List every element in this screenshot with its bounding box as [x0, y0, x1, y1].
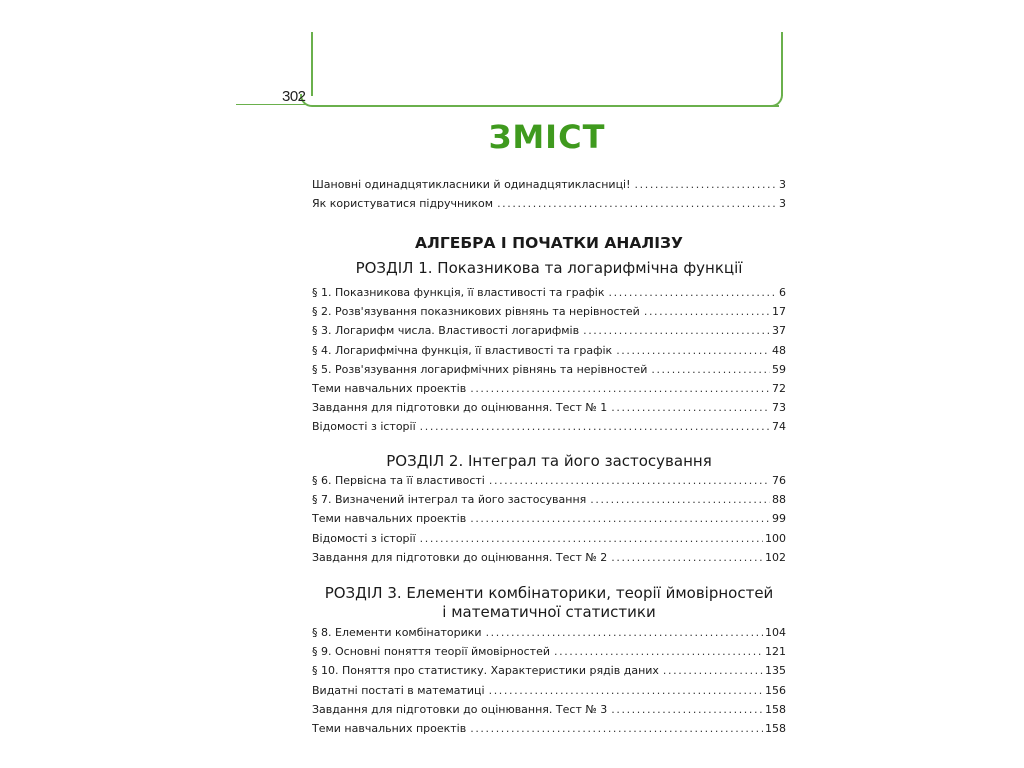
- toc-leader-dots: [486, 623, 763, 642]
- toc-section-1-list: [312, 283, 786, 437]
- toc-entry[interactable]: [312, 642, 786, 661]
- section-heading: РОЗДІЛ 3. Елементи комбінаторики, теорії ймовірностей: [324, 584, 774, 602]
- toc-entry[interactable]: [312, 661, 786, 680]
- toc-intro-list: [312, 175, 786, 213]
- header-frame-left-line: [311, 32, 313, 96]
- toc-entry-title: Завдання для підготовки до оцінювання. Тест № 2: [312, 550, 608, 564]
- toc-leader-dots: [470, 509, 770, 528]
- toc-entry-title: Видатні постаті в математиці: [312, 683, 485, 697]
- toc-entry-title: § 3. Логарифм числа. Властивості логарифмів: [312, 324, 580, 338]
- section-heading: РОЗДІЛ 1. Показникова та логарифмічна функції: [355, 259, 743, 277]
- toc-entry[interactable]: [312, 398, 786, 417]
- toc-entry-title: Відомості з історії: [312, 420, 416, 434]
- toc-entry[interactable]: [312, 548, 786, 567]
- toc-entry-title: § 9. Основні поняття теорії ймовірностей: [312, 645, 550, 659]
- toc-entry-page: 37: [772, 324, 786, 338]
- toc-entry-page: 6: [779, 286, 786, 299]
- toc-entry-page: 104: [765, 626, 786, 639]
- toc-entry[interactable]: [312, 302, 786, 321]
- toc-entry[interactable]: [312, 341, 786, 360]
- toc-leader-dots: [616, 341, 770, 360]
- toc-entry-title: Теми навчальних проектів: [312, 381, 467, 395]
- toc-leader-dots: [663, 661, 763, 680]
- toc-entry-title: Теми навчальних проектів: [312, 721, 467, 735]
- toc-entry-page: 156: [765, 683, 786, 697]
- toc-entry-page: 99: [772, 512, 786, 526]
- toc-leader-dots: [635, 175, 777, 194]
- header-frame-corner: [770, 94, 783, 107]
- toc-entry-page: 17: [772, 305, 786, 319]
- toc-entry[interactable]: [312, 194, 786, 213]
- toc-entry-page: 121: [765, 645, 786, 659]
- toc-entry[interactable]: [312, 490, 786, 509]
- toc-entry-title: Відомості з історії: [312, 531, 416, 545]
- toc-entry-title: § 6. Первісна та її властивості: [312, 474, 485, 487]
- toc-leader-dots: [644, 302, 770, 321]
- toc-entry-page: 74: [772, 420, 786, 434]
- toc-entry[interactable]: [312, 360, 786, 379]
- toc-entry-page: 76: [772, 474, 786, 487]
- section-heading-continued: і математичної статистики: [442, 603, 656, 621]
- toc-entry[interactable]: [312, 529, 786, 548]
- toc-entry-title: Завдання для підготовки до оцінювання. Тест № 3: [312, 702, 608, 716]
- toc-entry-title: § 2. Розв'язування показникових рівнянь та нерівностей: [312, 305, 640, 319]
- toc-leader-dots: [470, 379, 770, 398]
- toc-entry-page: 3: [779, 197, 786, 211]
- toc-entry-title: Шановні одинадцятикласники й одинадцятикласниці!: [312, 178, 631, 191]
- toc-leader-dots: [651, 360, 770, 379]
- toc-entry-title: § 1. Показникова функція, її властивості та графік: [312, 286, 605, 299]
- toc-entry[interactable]: [312, 700, 786, 719]
- toc-entry-page: 102: [765, 550, 786, 564]
- toc-entry[interactable]: [312, 471, 786, 490]
- toc-leader-dots: [609, 283, 777, 302]
- toc-leader-dots: [497, 194, 777, 213]
- toc-entry[interactable]: [312, 623, 786, 642]
- toc-leader-dots: [611, 700, 763, 719]
- toc-entry-title: § 10. Поняття про статистику. Характеристики рядів даних: [312, 664, 659, 678]
- page-title: ЗМІСТ: [488, 118, 606, 156]
- toc-entry[interactable]: [312, 681, 786, 700]
- toc-section-2-list: [312, 471, 786, 567]
- toc-entry[interactable]: [312, 283, 786, 302]
- toc-entry[interactable]: [312, 509, 786, 528]
- toc-entry-title: § 7. Визначений інтеграл та його застосування: [312, 493, 587, 507]
- toc-leader-dots: [489, 471, 770, 490]
- part-heading: АЛГЕБРА І ПОЧАТКИ АНАЛІЗУ: [415, 234, 683, 252]
- toc-entry-title: Теми навчальних проектів: [312, 512, 467, 526]
- toc-leader-dots: [611, 398, 770, 417]
- toc-leader-dots: [611, 548, 763, 567]
- toc-entry[interactable]: [312, 719, 786, 738]
- toc-leader-dots: [590, 490, 770, 509]
- toc-leader-dots: [420, 529, 763, 548]
- toc-leader-dots: [489, 681, 763, 700]
- toc-leader-dots: [420, 417, 770, 436]
- toc-leader-dots: [470, 719, 763, 738]
- toc-entry[interactable]: [312, 417, 786, 436]
- toc-entry-page: 48: [772, 343, 786, 357]
- toc-leader-dots: [583, 321, 770, 340]
- toc-entry-title: Завдання для підготовки до оцінювання. Тест № 1: [312, 401, 608, 415]
- toc-entry-page: 3: [779, 178, 786, 191]
- toc-entry-title: § 5. Розв'язування логарифмічних рівнянь та нерівностей: [312, 362, 648, 376]
- toc-entry-title: § 8. Елементи комбінаторики: [312, 626, 482, 639]
- toc-entry-title: § 4. Логарифмічна функція, її властивості та графік: [312, 343, 613, 357]
- toc-entry-page: 158: [765, 721, 786, 735]
- toc-entry-page: 59: [772, 362, 786, 376]
- toc-section-3-list: [312, 623, 786, 738]
- header-frame-right-line: [781, 32, 783, 96]
- toc-entry-page: 158: [765, 702, 786, 716]
- toc-entry-page: 73: [772, 401, 786, 415]
- header-frame-bottom-line: [313, 105, 779, 107]
- toc-entry-page: 100: [765, 531, 786, 545]
- page-number: 302: [282, 88, 306, 105]
- toc-entry-page: 88: [772, 493, 786, 507]
- toc-entry[interactable]: [312, 175, 786, 194]
- toc-entry[interactable]: [312, 379, 786, 398]
- toc-leader-dots: [554, 642, 763, 661]
- toc-entry[interactable]: [312, 321, 786, 340]
- toc-entry-title: Як користуватися підручником: [312, 197, 494, 211]
- toc-entry-page: 72: [772, 381, 786, 395]
- toc-entry-page: 135: [765, 664, 786, 678]
- section-heading: РОЗДІЛ 2. Інтеграл та його застосування: [386, 452, 712, 470]
